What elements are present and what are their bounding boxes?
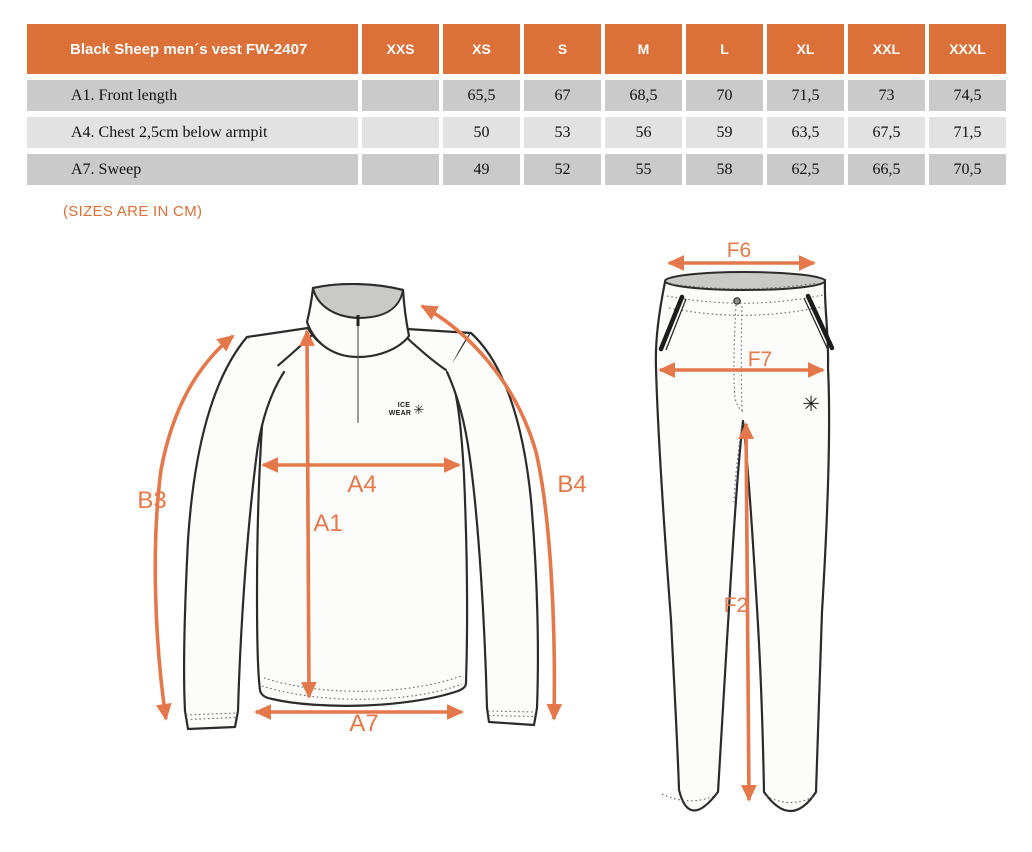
table-row [27,80,1006,111]
icewear-logo-line1: ICE [397,402,411,409]
size-table [23,18,1010,191]
size-value: 58 [686,154,763,185]
size-value: 67 [524,80,601,111]
vest-drawing [137,284,586,737]
size-value: 62,5 [767,154,844,185]
size-value [362,80,439,111]
measurement-label: A4. Chest 2,5cm below armpit [27,117,358,148]
vest-body-outline [247,328,471,706]
size-value: 53 [524,117,601,148]
size-value: 50 [443,117,520,148]
table-title: Black Sheep men´s vest FW-2407 [27,24,358,74]
garment-diagrams [0,230,1032,852]
size-value: 68,5 [605,80,682,111]
measure-label-b4: B4 [557,471,587,498]
pants-waist-inside [665,272,825,290]
size-value: 49 [443,154,520,185]
size-value: 59 [686,117,763,148]
measure-label-b3: B3 [137,487,167,514]
size-value: 71,5 [767,80,844,111]
size-value: 52 [524,154,601,185]
size-column-header: XXXL [929,24,1006,74]
snowflake-icon: ✳ [413,403,425,418]
size-column-header: XS [443,24,520,74]
size-column-header: XXS [362,24,439,74]
size-column-header: XL [767,24,844,74]
size-value [362,154,439,185]
table-row [27,154,1006,185]
measure-label-a4: A4 [347,471,377,498]
pants-drawing [656,239,832,811]
measurement-label: A7. Sweep [27,154,358,185]
measurement-label: A1. Front length [27,80,358,111]
icewear-logo-line2: WEAR [388,410,412,417]
pants-button [734,298,740,304]
size-column-header: XXL [848,24,925,74]
size-value: 67,5 [848,117,925,148]
size-column-header: M [605,24,682,74]
units-note: (SIZES ARE IN CM) [63,203,203,220]
size-value: 71,5 [929,117,1006,148]
size-value: 65,5 [443,80,520,111]
measure-label-a1: A1 [313,510,343,537]
size-column-header: L [686,24,763,74]
size-value [362,117,439,148]
measure-label-f7: F7 [747,348,773,371]
measure-label-f2: F2 [723,594,749,617]
size-value: 70 [686,80,763,111]
measure-label-f6: F6 [726,239,752,262]
size-value: 74,5 [929,80,1006,111]
size-value: 73 [848,80,925,111]
size-value: 63,5 [767,117,844,148]
size-value: 56 [605,117,682,148]
size-table-header-row [27,24,1006,74]
size-column-header: S [524,24,601,74]
snowflake-icon: ✳ [802,392,820,416]
size-value: 55 [605,154,682,185]
size-value: 70,5 [929,154,1006,185]
arrow-a1 [307,331,309,697]
pants-body-outline [656,280,829,811]
size-value: 66,5 [848,154,925,185]
measure-label-a7: A7 [349,710,379,737]
size-table-body [27,80,1006,185]
table-row [27,117,1006,148]
